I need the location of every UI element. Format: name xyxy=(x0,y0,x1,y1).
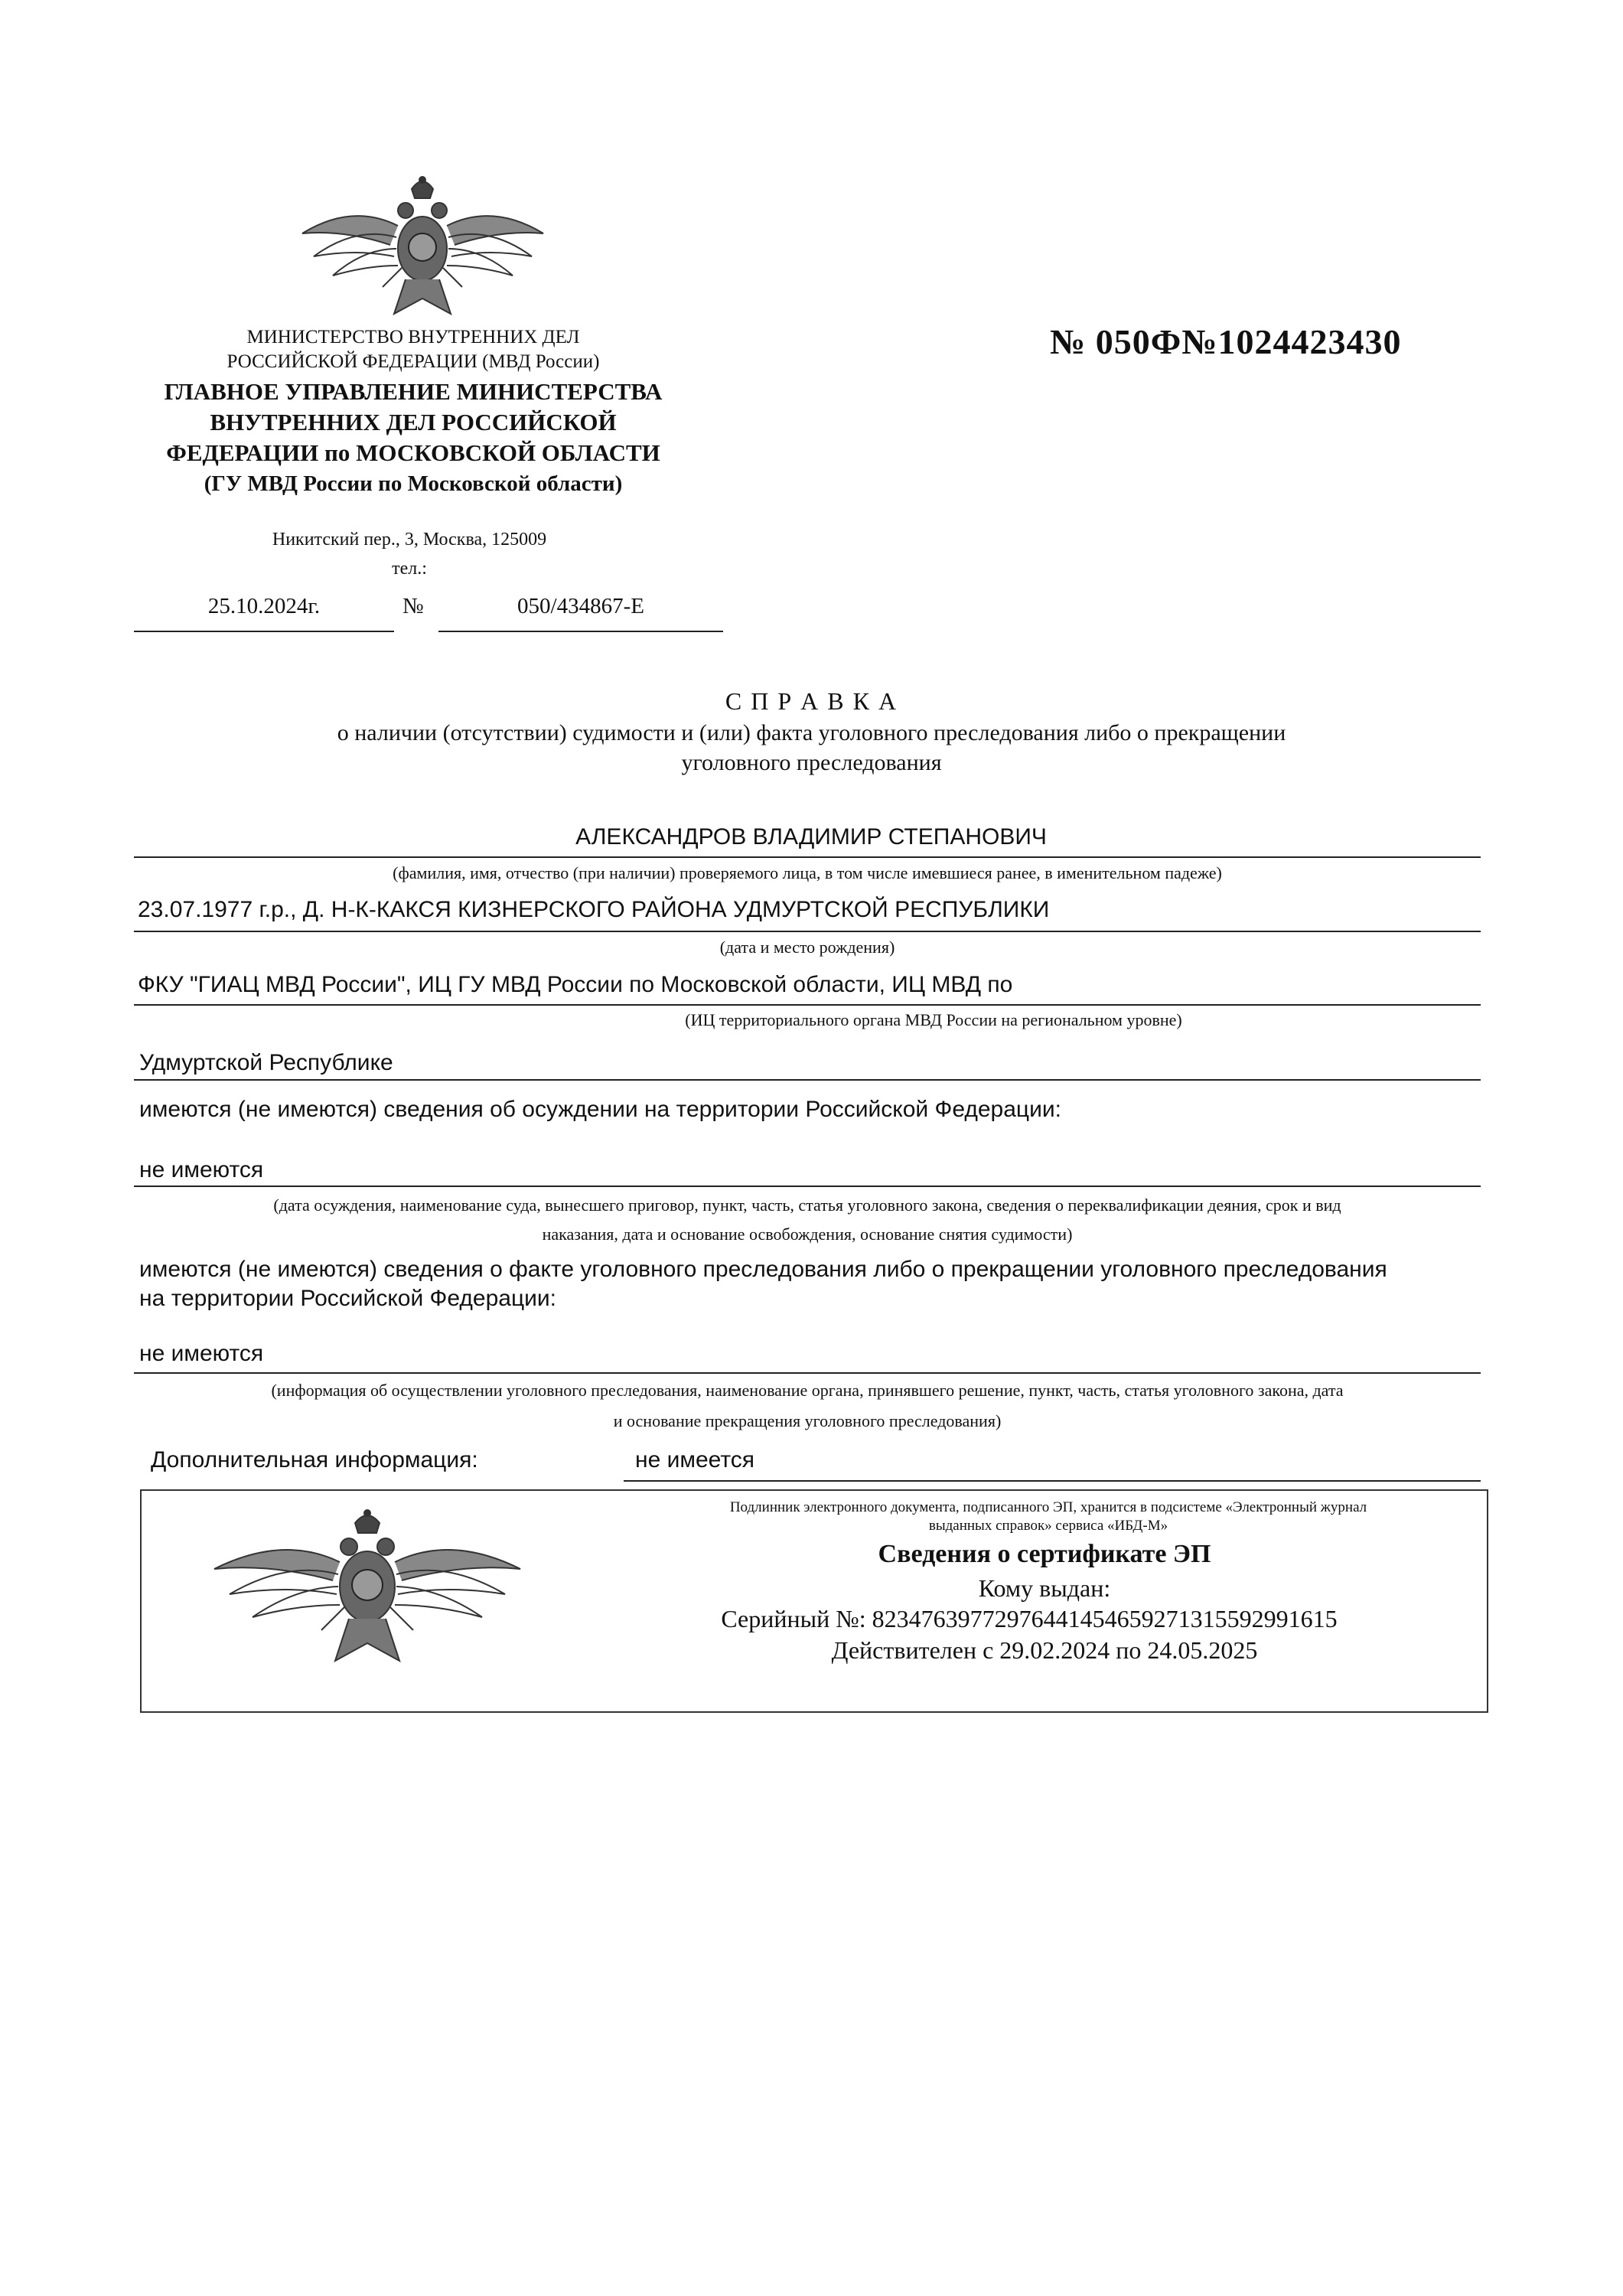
department-name-line2: ВНУТРЕННИХ ДЕЛ РОССИЙСКОЙ xyxy=(210,409,617,435)
additional-info-label: Дополнительная информация: xyxy=(151,1447,478,1473)
certificate-issued-to: Кому выдан: xyxy=(978,1574,1111,1602)
prosecution-caption-line1: (информация об осуществлении уголовного преследования, наименование органа, принявшего решение, пункт, часть, статья уголовного закона, дата xyxy=(271,1381,1344,1400)
department-name-line3: ФЕДЕРАЦИИ по МОСКОВСКОЙ ОБЛАСТИ xyxy=(166,439,660,466)
ministry-name-line2: РОССИЙСКОЙ ФЕДЕРАЦИИ (МВД России) xyxy=(227,351,600,372)
phone-label: тел.: xyxy=(392,559,427,579)
person-name-caption: (фамилия, имя, отчество (при наличии) проверяемого лица, в том числе имевшиеся ранее, в именительном падеже) xyxy=(393,863,1222,882)
department-name-line1: ГЛАВНОЕ УПРАВЛЕНИЕ МИНИСТЕРСТВА xyxy=(164,378,663,405)
person-birth-caption: (дата и место рождения) xyxy=(719,938,895,957)
prosecution-answer: не имеются xyxy=(139,1341,264,1366)
certificate-heading: Сведения о сертификате ЭП xyxy=(878,1540,1211,1568)
info-centers-line2: Удмуртской Республике xyxy=(139,1050,393,1075)
conviction-caption-line2: наказания, дата и основание освобождения, основание снятия судимости) xyxy=(542,1225,1073,1244)
outgoing-number-underline xyxy=(438,631,723,632)
person-birth-underline xyxy=(134,931,1481,932)
info-centers-line1: ФКУ "ГИАЦ МВД России", ИЦ ГУ МВД России по Московской области, ИЦ МВД по xyxy=(138,972,1013,997)
issue-date: 25.10.2024г. xyxy=(207,594,321,618)
conviction-answer: не имеются xyxy=(139,1157,264,1182)
prosecution-question-line1: имеются (не имеются) сведения о факте уголовного преследования либо о прекращении уголовного преследования xyxy=(139,1257,1387,1282)
additional-info-value: не имеется xyxy=(635,1447,754,1473)
mvd-emblem-header xyxy=(291,172,555,325)
conviction-underline xyxy=(134,1186,1481,1187)
conviction-question: имеются (не имеются) сведения об осуждении на территории Российской Федерации: xyxy=(139,1097,1061,1122)
info-centers-caption: (ИЦ территориального органа МВД России на региональном уровне) xyxy=(685,1010,1182,1029)
department-address: Никитский пер., 3, Москва, 125009 xyxy=(272,530,547,550)
document-title: С П Р А В К А xyxy=(725,687,898,715)
document-subtitle-line2: уголовного преследования xyxy=(681,750,942,775)
conviction-caption-line1: (дата осуждения, наименование суда, вынесшего приговор, пункт, часть, статья уголовного закона, сведения о переквалификации деяния, срок и вид xyxy=(273,1195,1341,1215)
additional-info-underline xyxy=(624,1480,1481,1482)
issue-date-underline xyxy=(134,631,394,632)
outgoing-number: 050/434867-Е xyxy=(517,594,644,618)
ministry-name-line1: МИНИСТЕРСТВО ВНУТРЕННИХ ДЕЛ xyxy=(246,327,580,347)
certificate-serial: Серийный №: 82347639772976441454659271315592991615 xyxy=(721,1605,1338,1632)
person-full-name: АЛЕКСАНДРОВ ВЛАДИМИР СТЕПАНОВИЧ xyxy=(575,824,1047,850)
department-name-line4: (ГУ МВД России по Московской области) xyxy=(204,471,623,496)
person-birth-info: 23.07.1977 г.р., Д. Н-К-КАКСЯ КИЗНЕРСКОГО РАЙОНА УДМУРТСКОЙ РЕСПУБЛИКИ xyxy=(138,897,1050,922)
info-centers-underline2 xyxy=(134,1079,1481,1081)
certificate-note-line2: выданных справок» сервиса «ИБД-М» xyxy=(928,1518,1168,1534)
mvd-emblem-certificate xyxy=(199,1504,536,1668)
info-centers-underline1 xyxy=(134,1004,1481,1006)
document-subtitle-line1: о наличии (отсутствии) судимости и (или) факта уголовного преследования либо о прекращении xyxy=(337,720,1286,745)
certificate-validity: Действителен с 29.02.2024 по 24.05.2025 xyxy=(831,1636,1258,1664)
certificate-note-line1: Подлинник электронного документа, подписанного ЭП, хранится в подсистеме «Электронный журнал xyxy=(729,1499,1367,1515)
person-name-underline xyxy=(134,856,1481,858)
number-sign: № xyxy=(402,594,424,618)
prosecution-caption-line2: и основание прекращения уголовного преследования) xyxy=(613,1411,1002,1430)
document-number: № 050Ф№1024423430 xyxy=(1050,322,1402,361)
prosecution-question-line2: на территории Российской Федерации: xyxy=(139,1286,556,1311)
prosecution-underline xyxy=(134,1372,1481,1374)
